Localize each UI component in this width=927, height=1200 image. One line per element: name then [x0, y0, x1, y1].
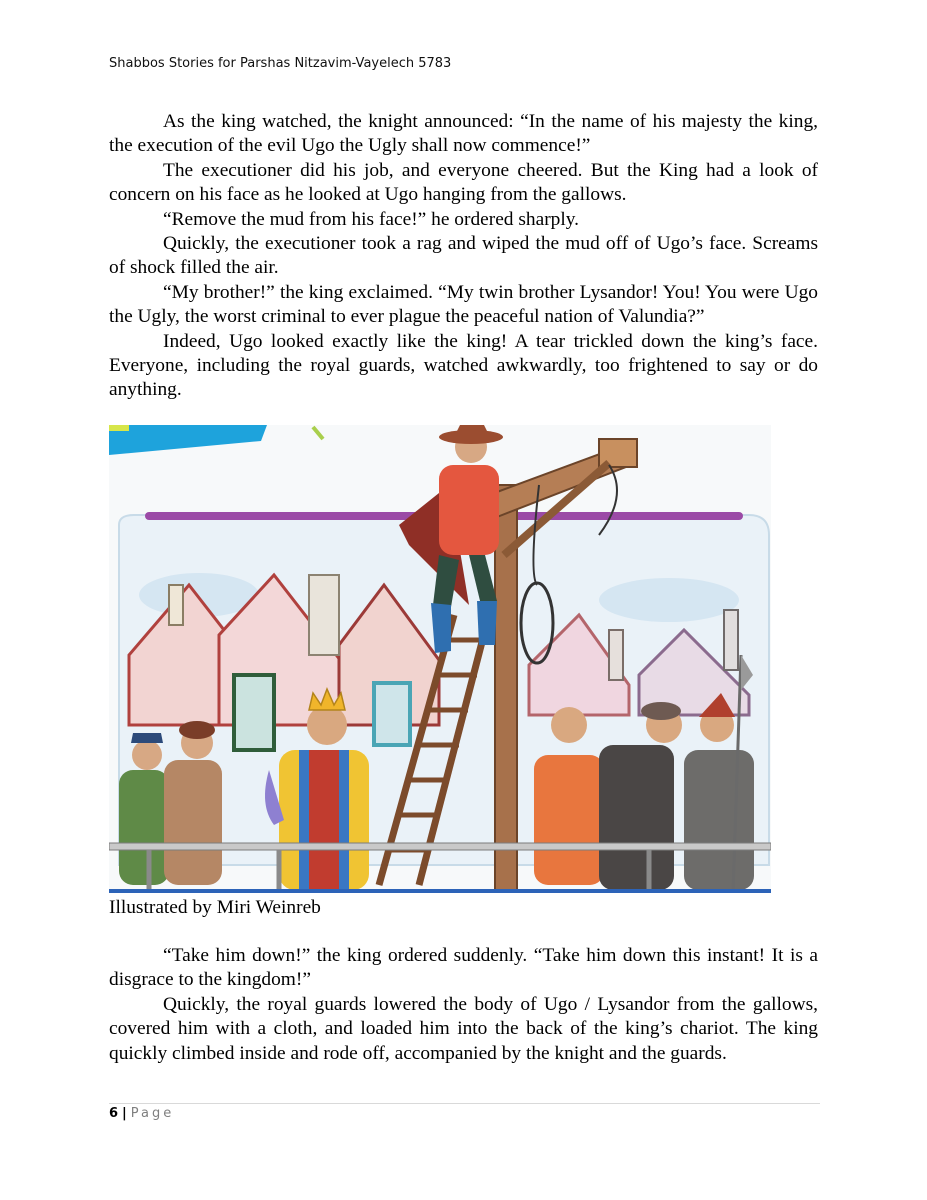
paragraph: Quickly, the royal guards lowered the body of Ugo / Lysandor from the gallows, covered him with a cloth, and loaded him into the back of the king’s chariot. The king quickly climbed inside and rode off, accompanied by the knight and the guards.	[109, 993, 818, 1064]
illustration-caption: Illustrated by Miri Weinreb	[109, 897, 321, 918]
gallows-illustration	[109, 425, 771, 893]
page-label: Page	[130, 1106, 175, 1121]
paragraph: As the king watched, the knight announced: “In the name of his majesty the king, the execution of the evil Ugo the Ugly shall now commence!”	[109, 111, 818, 157]
paragraph: Quickly, the executioner took a rag and wiped the mud off of Ugo’s face. Screams of shock filled the air.	[109, 233, 818, 279]
paragraph: “My brother!” the king exclaimed. “My twin brother Lysandor! You! You were Ugo the Ugly, the worst criminal to ever plague the peaceful nation of Valundia?”	[109, 281, 818, 328]
paragraph: Indeed, Ugo looked exactly like the king! A tear trickled down the king’s face. Everyone, including the royal guards, watched awkwardly, too frightened to say or do anything.	[109, 330, 818, 401]
story-text-part2	[109, 944, 818, 1066]
paragraph: “Remove the mud from his face!” he ordered sharply.	[163, 208, 580, 230]
footer-divider	[109, 1103, 820, 1104]
paragraph: “Take him down!” the king ordered suddenly. “Take him down this instant! It is a disgrace to the kingdom!”	[109, 945, 818, 991]
page-footer	[109, 1106, 174, 1121]
paragraph: The executioner did his job, and everyone cheered. But the King had a look of concern on his face as he looked at Ugo hanging from the gallows.	[109, 159, 818, 206]
running-header: Shabbos Stories for Parshas Nitzavim-Vayelech 5783	[109, 56, 452, 71]
story-text-part1	[109, 110, 818, 403]
page-number: 6	[109, 1106, 119, 1121]
footer-separator: |	[122, 1106, 127, 1121]
